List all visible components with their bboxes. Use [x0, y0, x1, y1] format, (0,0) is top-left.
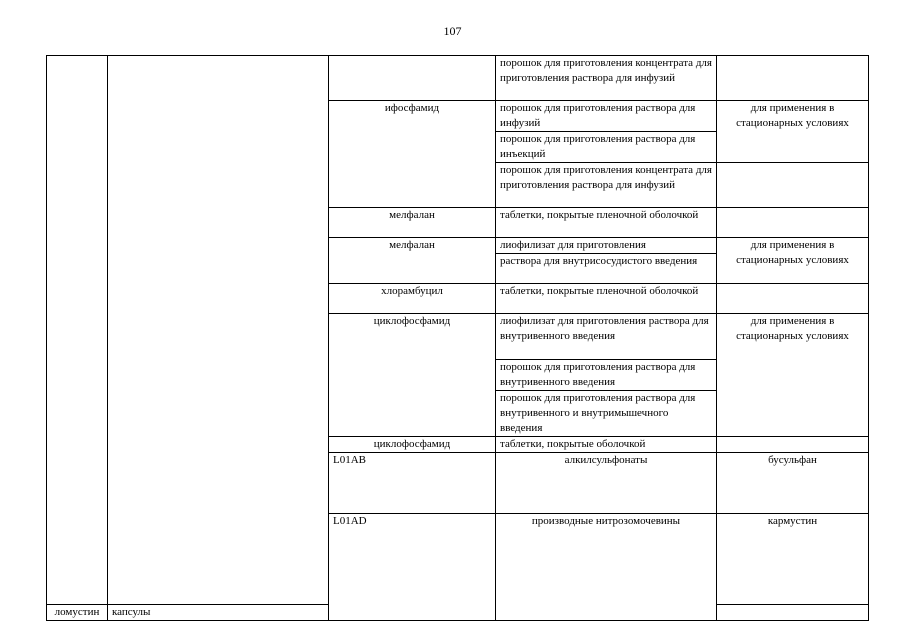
dosage-form-cell: порошок для приготовления раствора для инфузий	[496, 101, 717, 132]
note-cell	[717, 163, 869, 208]
atc-code-cell: L01AB	[329, 453, 496, 514]
dosage-form-cell: таблетки, покрытые пленочной оболочкой	[496, 208, 717, 238]
dosage-form-cell: порошок для приготовления раствора для инъекций	[496, 132, 717, 163]
drug-name-cell: ломустин	[47, 605, 108, 621]
drug-name-cell: бусульфан	[717, 453, 869, 514]
dosage-form-cell: порошок для приготовления концентрата для приготовления раствора для инфузий	[496, 56, 717, 101]
dosage-form-cell: лиофилизат для приготовления	[496, 238, 717, 254]
atc-code-cell	[47, 56, 108, 605]
dosage-form-cell: раствора для внутрисосудистого введения	[496, 254, 717, 284]
page-number: 107	[443, 24, 462, 38]
atc-code-cell: L01AD	[329, 514, 496, 621]
drug-name-cell: хлорамбуцил	[329, 284, 496, 314]
drug-name-cell: циклофосфамид	[329, 437, 496, 453]
note-cell	[717, 208, 869, 238]
note-cell	[717, 605, 869, 621]
dosage-form-cell: порошок для приготовления концентрата для приготовления раствора для инфузий	[496, 163, 717, 208]
dosage-form-cell: таблетки, покрытые оболочкой	[496, 437, 717, 453]
dosage-form-cell: порошок для приготовления раствора для внутривенного и внутримышечного введения	[496, 391, 717, 437]
note-cell: для применения в стационарных условиях	[717, 314, 869, 437]
dosage-form-cell: лиофилизат для приготовления раствора для внутривенного введения	[496, 314, 717, 360]
note-cell: для применения в стационарных условиях	[717, 238, 869, 284]
drug-name-cell: кармустин	[717, 514, 869, 605]
dosage-form-cell: капсулы	[108, 605, 329, 621]
group-cell	[108, 56, 329, 605]
note-cell	[717, 437, 869, 453]
note-cell	[717, 56, 869, 101]
dosage-form-cell: таблетки, покрытые пленочной оболочкой	[496, 284, 717, 314]
note-cell	[717, 284, 869, 314]
dosage-form-cell: порошок для приготовления раствора для внутривенного введения	[496, 360, 717, 391]
drug-name-cell: ифосфамид	[329, 101, 496, 208]
drug-name-cell	[329, 56, 496, 101]
drug-name-cell: циклофосфамид	[329, 314, 496, 437]
note-cell: для применения в стационарных условиях	[717, 101, 869, 163]
table-row	[47, 56, 869, 101]
drug-name-cell: мелфалан	[329, 238, 496, 284]
group-cell: производные нитрозомочевины	[496, 514, 717, 621]
group-cell: алкилсульфонаты	[496, 453, 717, 514]
drug-table	[46, 55, 869, 621]
drug-name-cell: мелфалан	[329, 208, 496, 238]
